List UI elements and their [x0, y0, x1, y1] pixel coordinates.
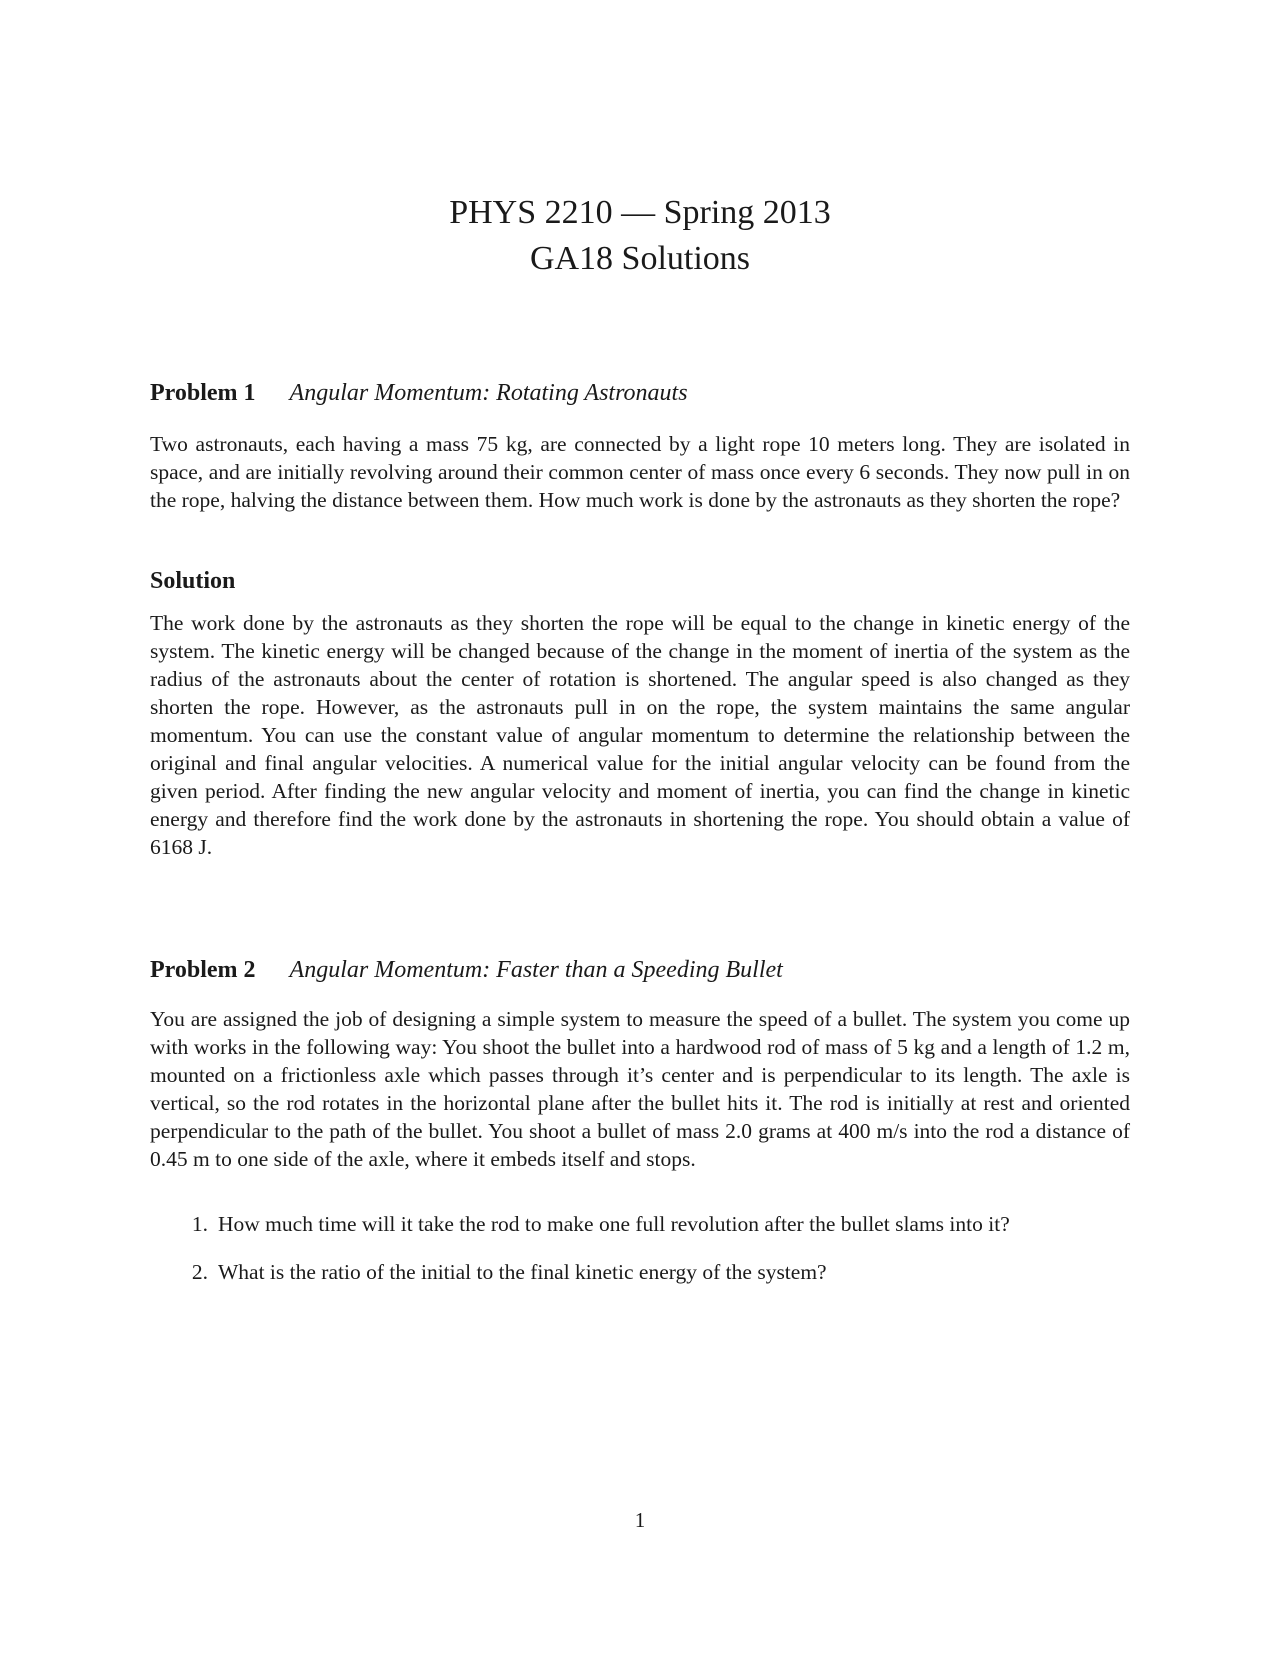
question-text: What is the ratio of the initial to the final kinetic energy of the system?	[218, 1260, 827, 1284]
problem-2-statement: You are assigned the job of designing a simple system to measure the speed of a bullet. The system you come up with works in the following way: You shoot the bullet into a hardwood rod of mass of 5 kg and a length of 1.2 m, mounted on a frictionless axle which passes through it’s center and is perpendicular to its length. The axle is vertical, so the rod rotates in the horizontal plane after the bullet hits it. The rod is initially at rest and oriented perpendicular to the path of the bullet. You shoot a bullet of mass 2.0 grams at 400 m/s into the rod a distance of 0.45 m to one side of the axle, where it embeds itself and stops.	[150, 1007, 1130, 1171]
problem-1-statement: Two astronauts, each having a mass 75 kg, are connected by a light rope 10 meters long. They are isolated in space, and are initially revolving around their common center of mass once every 6 seconds. They now pull in on the rope, halving the distance between them. How much work is done by the astronauts as they shorten the rope?	[150, 432, 1130, 512]
problem-2-subtitle: Angular Momentum: Faster than a Speeding Bullet	[289, 957, 783, 983]
problem-1-label: Problem 1	[150, 380, 256, 406]
course-line: PHYS 2210 — Spring 2013	[449, 194, 831, 231]
title-block	[0, 190, 1280, 282]
question-number: 2.	[191, 1260, 208, 1284]
list-item	[150, 1258, 1130, 1286]
problem-1-subtitle: Angular Momentum: Rotating Astronauts	[289, 380, 688, 406]
problem-1-solution-text: The work done by the astronauts as they shorten the rope will be equal to the change in kinetic energy of the system. The kinetic energy will be changed because of the change in the moment of inertia of the system as the radius of the astronauts about the center of rotation is shortened. The angular speed is also changed as they shorten the rope. However, as the astronauts pull in on the rope, the system maintains the same angular momentum. You can use the constant value of angular momentum to determine the relationship between the original and final angular velocities. A numerical value for the initial angular velocity can be found from the given period. After finding the new angular velocity and moment of inertia, you can find the change in kinetic energy and therefore find the work done by the astronauts in shortening the rope. You should obtain a value of 6168 J.	[150, 611, 1130, 859]
problem-2-label: Problem 2	[150, 957, 256, 983]
document-title: GA18 Solutions	[529, 240, 751, 277]
problem-2-heading	[150, 955, 1130, 985]
list-item	[150, 1210, 1130, 1238]
problem-2-question-list	[150, 1210, 1130, 1306]
problem-1-heading	[150, 378, 1130, 408]
problem-1-solution-heading: Solution	[150, 568, 236, 594]
page-number: 1	[634, 1508, 646, 1532]
question-number: 1.	[191, 1212, 208, 1236]
question-text: How much time will it take the rod to make one full revolution after the bullet slams into it?	[218, 1212, 1010, 1236]
